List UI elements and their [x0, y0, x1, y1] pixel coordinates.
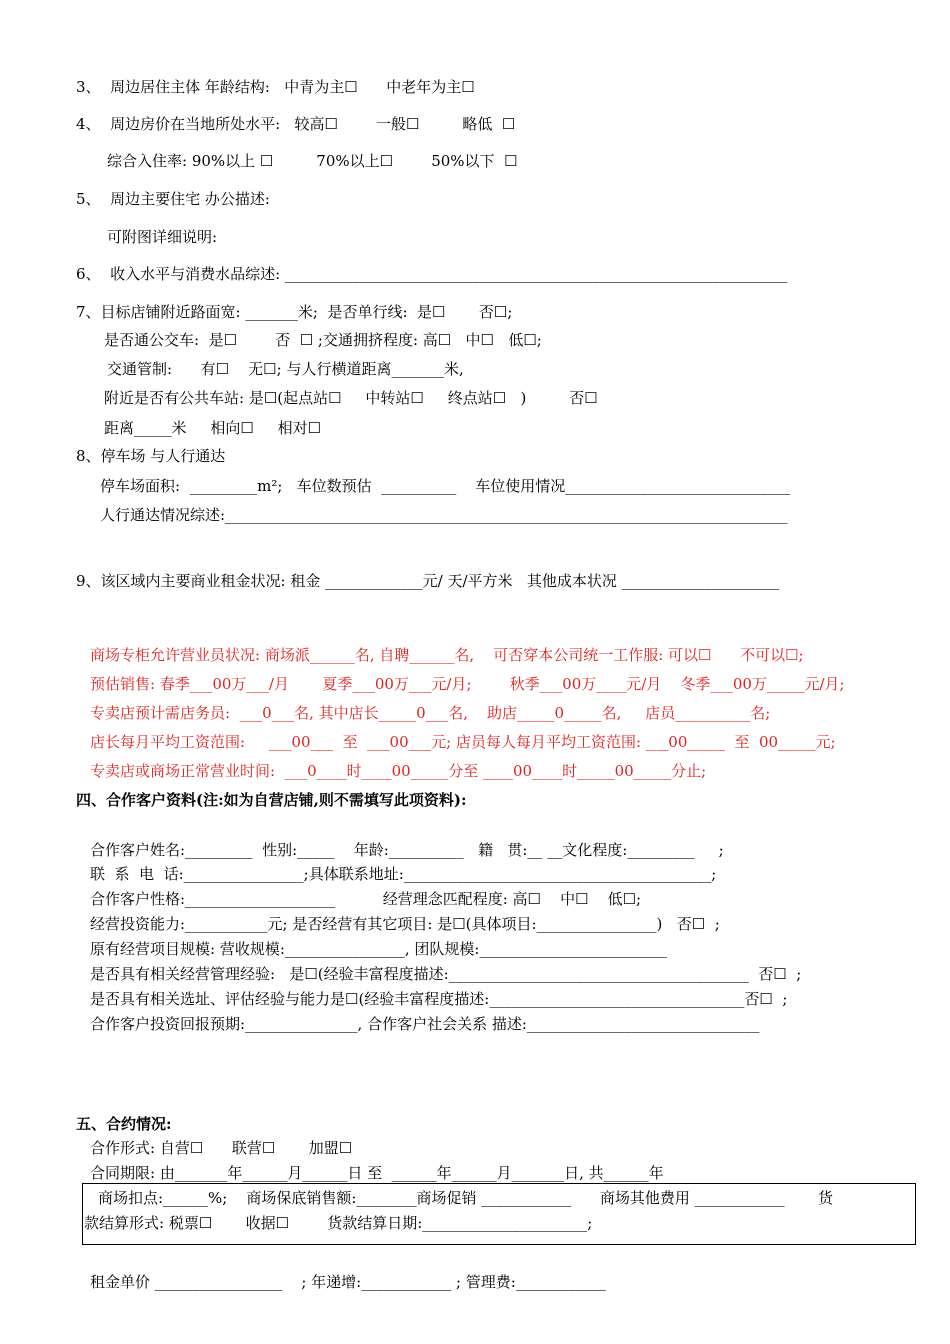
- counter-staff-status: 商场专柜允许营业员状况: 商场派______名, 自聘______名, 可否穿本公司统一工作服: 可以☐ 不可以☐;: [90, 646, 804, 664]
- item-7-road-width: 7、目标店铺附近路面宽: _______米; 是否单行线: 是☐ 否☐;: [76, 303, 513, 321]
- salary-range: 店长每月平均工资范围: ___00___ 至 ___00___元; 店员每人每月平均工资范围: ___00_____ 至 00_____元;: [90, 733, 836, 751]
- investment-ability-line: 经营投资能力:___________元; 是否经营有其它项目: 是☐(具体项目:________________) 否☐ ;: [90, 915, 720, 933]
- item-3-age-structure: 3、 周边居住主体 年龄结构: 中青为主☐ 中老年为主☐: [76, 78, 475, 96]
- item-9-rent: 9、该区域内主要商业租金状况: 租金 _____________元/ 天/平方米 其他成本状况 _____________________: [76, 572, 780, 590]
- item-8-parking: 8、停车场 与人行通达: [76, 447, 226, 465]
- rent-unit-price-line: 租金单价 _________________ ; 年递增:____________ ; 管理费:____________: [90, 1273, 606, 1291]
- cooperation-form: 合作形式: 自营☐ 联营☐ 加盟☐: [90, 1139, 353, 1157]
- attach-map-note: 可附图详细说明:: [107, 228, 218, 246]
- traffic-control: 交通管制: 有☐ 无☐; 与人行横道距离_______米,: [107, 360, 464, 378]
- section-4-heading: 四、合作客户资料(注:如为自营店铺,则不需填写此项资料):: [76, 791, 467, 809]
- contact-line: 联 系 电 话:________________;具体联系地址:_________________________________________;: [90, 865, 717, 883]
- settlement-form-line: 款结算形式: 税票☐ 收据☐ 货款结算日期:______________________;: [84, 1214, 593, 1232]
- estimated-sales: 预估销售: 春季___00万___/月 夏季___00万___元/月; 秋季___00万____元/月 冬季___00万_____元/月;: [90, 675, 845, 693]
- item-6-income-summary: 6、 收入水平与消费水品综述: ___________________________________________________________________: [76, 265, 788, 283]
- partner-name-line: 合作客户姓名:_________ 性别:_____ 年龄:__________ 籍 贯:__ __文化程度:_________ ;: [90, 841, 724, 859]
- bus-station: 附近是否有公共车站: 是☐(起点站☐ 中转站☐ 终点站☐ ) 否☐: [104, 389, 598, 407]
- occupancy-rate: 综合入住率: 90%以上 ☐ 70%以上☐ 50%以下 ☐: [107, 152, 518, 170]
- business-hours: 专卖店或商场正常营业时间: ___0____时____00_____分至 ____00____时_____00_____分止;: [90, 762, 707, 780]
- personality-line: 合作客户性格:____________________ 经营理念匹配程度: 高☐ 中☐ 低☐;: [90, 890, 642, 908]
- bus-traffic: 是否通公交车: 是☐ 否 ☐ ;交通拥挤程度: 高☐ 中☐ 低☐;: [104, 331, 542, 349]
- management-experience-line: 是否具有相关经营管理经验: 是☐(经验丰富程度描述:________________________________________ 否☐ ;: [90, 965, 802, 983]
- project-scale-line: 原有经营项目规模: 营收规模:________________, 团队规模:_________________________: [90, 940, 667, 958]
- site-selection-experience-line: 是否具有相关选址、评估经验与能力是☐(经验丰富程度描述:__________________________________否☐ ;: [90, 990, 788, 1008]
- parking-area: 停车场面积: _________m²; 车位数预估 __________ 车位使用情况______________________________: [100, 477, 791, 495]
- distance-line: 距离_____米 相向☐ 相对☐: [104, 419, 322, 437]
- mall-deduction-line: 商场扣点:______%; 商场保底销售额:________商场促销 ____________ 商场其他费用 ____________ 货: [98, 1189, 834, 1207]
- item-4-house-price: 4、 周边房价在当地所处水平: 较高☐ 一般☐ 略低 ☐: [76, 115, 516, 133]
- store-staff-estimate: 专卖店预计需店务员: ___0___名, 其中店长_____0___名, 助店_____0_____名, 店员__________名;: [90, 704, 771, 722]
- contract-period: 合同期限: 由_______年______月______日 至 ______年______月_______日, 共______年: [90, 1164, 664, 1182]
- return-expectation-line: 合作客户投资回报预期:_______________, 合作客户社会关系 描述:_______________________________: [90, 1015, 760, 1033]
- pedestrian-summary: 人行通达情况综述:___________________________________________________________________________: [100, 506, 788, 524]
- section-5-heading: 五、合约情况:: [76, 1115, 172, 1133]
- item-5-residential-description: 5、 周边主要住宅 办公描述:: [76, 190, 270, 208]
